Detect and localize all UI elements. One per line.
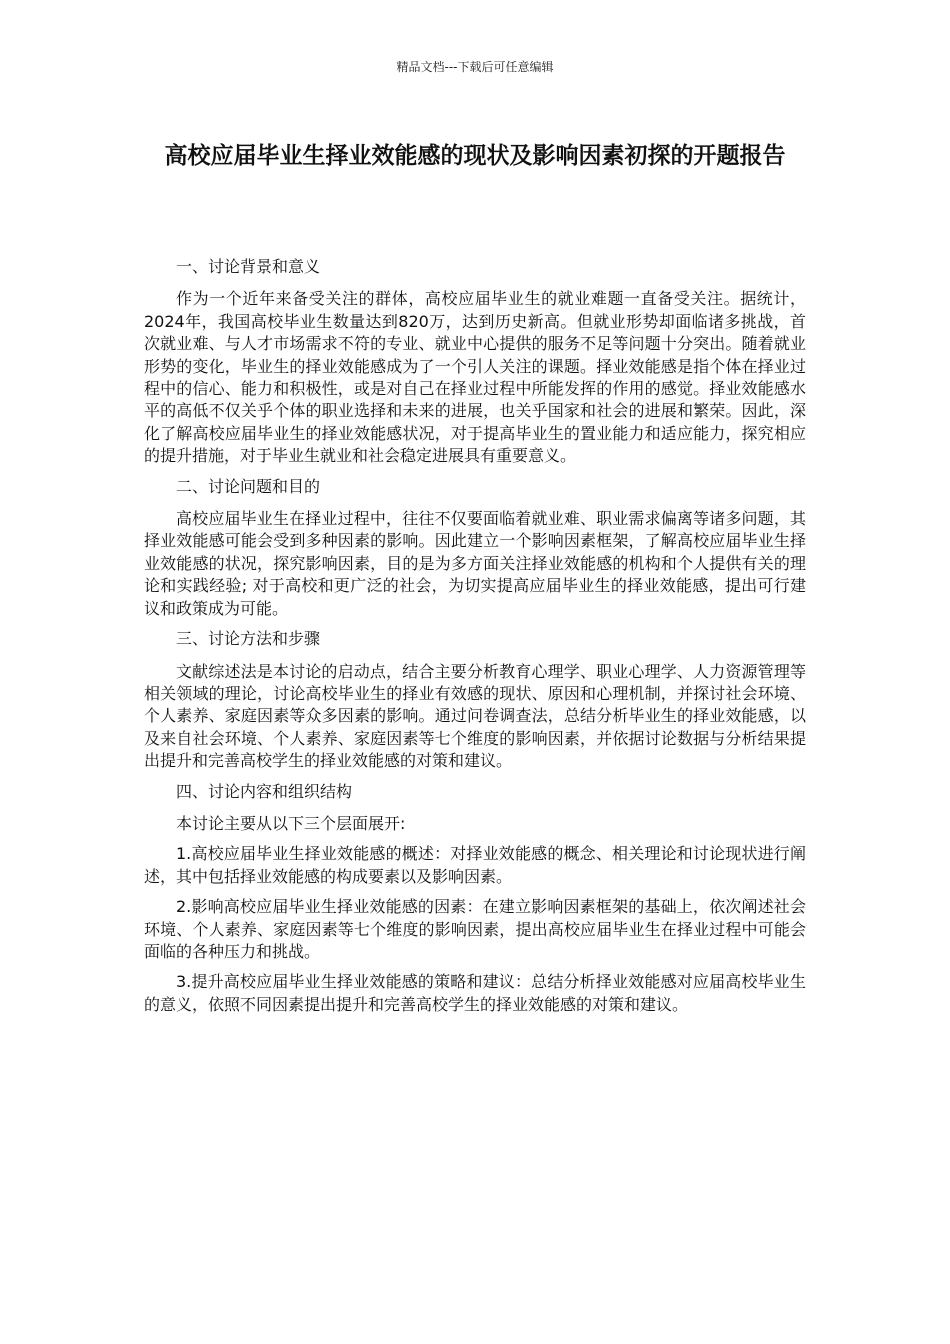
paragraph-background: 作为一个近年来备受关注的群体，高校应届毕业生的就业难题一直备受关注。据统计，2024年，我国高校毕业生数量达到820万，达到历史新高。但就业形势却面临诸多挑战，首次就业难、与人才市场需求不符的专业、就业中心提供的服务不足等问题十分突出。随着就业形势的变化，毕业生的择业效能感成为了一个引人关注的课题。择业效能感是指个体在择业过程中的信心、能力和积极性，或是对自己在择业过程中所能发挥的作用的感觉。择业效能感水平的高低不仅关乎个体的职业选择和未来的进展，也关乎国家和社会的进展和繁荣。因此，深化了解高校应届毕业生的择业效能感状况，对于提高毕业生的置业能力和适应能力，探究相应的提升措施，对于毕业生就业和社会稳定进展具有重要意义。 (144, 289, 806, 466)
section-heading-questions: 二、讨论问题和目的 (176, 476, 321, 496)
paragraph-content-item-2: 2.影响高校应届毕业生择业效能感的因素：在建立影响因素框架的基础上，依次阐述社会环境、个人素养、家庭因素等七个维度的影响因素，提出高校应届毕业生在择业过程中可能会面临的各种压力和挑战。 (144, 897, 806, 961)
section-heading-content: 四、讨论内容和组织结构 (176, 781, 353, 801)
paragraph-questions: 高校应届毕业生在择业过程中，往往不仅要面临着就业难、职业需求偏离等诸多问题，其择业效能感可能会受到多种因素的影响。因此建立一个影响因素框架，了解高校应届毕业生择业效能感的状况，探究影响因素，目的是为多方面关注择业效能感的机构和个人提供有关的理论和实践经验; 对于高校和更广泛的社会，为切实提高应届毕业生的择业效能感，提出可行建议和政策成为可能。 (144, 509, 806, 618)
document-body (144, 256, 806, 1024)
paragraph-methods: 文献综述法是本讨论的启动点，结合主要分析教育心理学、职业心理学、人力资源管理等相关领域的理论，讨论高校毕业生的择业有效感的现状、原因和心理机制，并探讨社会环境、个人素养、家庭因素等众多因素的影响。通过问卷调查法，总结分析毕业生的择业效能感，以及来自社会环境、个人素养、家庭因素等七个维度的影响因素，并依据讨论数据与分析结果提出提升和完善高校学生的择业效能感的对策和建议。 (144, 661, 806, 771)
section-heading-methods: 三、讨论方法和步骤 (176, 629, 321, 649)
header-note: 精品文档---下载后可任意编辑 (396, 60, 554, 74)
paragraph-content-item-1: 1.高校应届毕业生择业效能感的概述：对择业效能感的概念、相关理论和讨论现状进行阐述，其中包括择业效能感的构成要素以及影响因素。 (144, 844, 806, 886)
paragraph-content-intro: 本讨论主要从以下三个层面展开: (176, 813, 406, 833)
document-title: 高校应届毕业生择业效能感的现状及影响因素初探的开题报告 (164, 143, 786, 169)
section-heading-background: 一、讨论背景和意义 (176, 257, 321, 276)
paragraph-content-item-3: 3.提升高校应届毕业生择业效能感的策略和建议：总结分析择业效能感对应届高校毕业生的意义，依照不同因素提出提升和完善高校学生的择业效能感的对策和建议。 (144, 972, 806, 1014)
